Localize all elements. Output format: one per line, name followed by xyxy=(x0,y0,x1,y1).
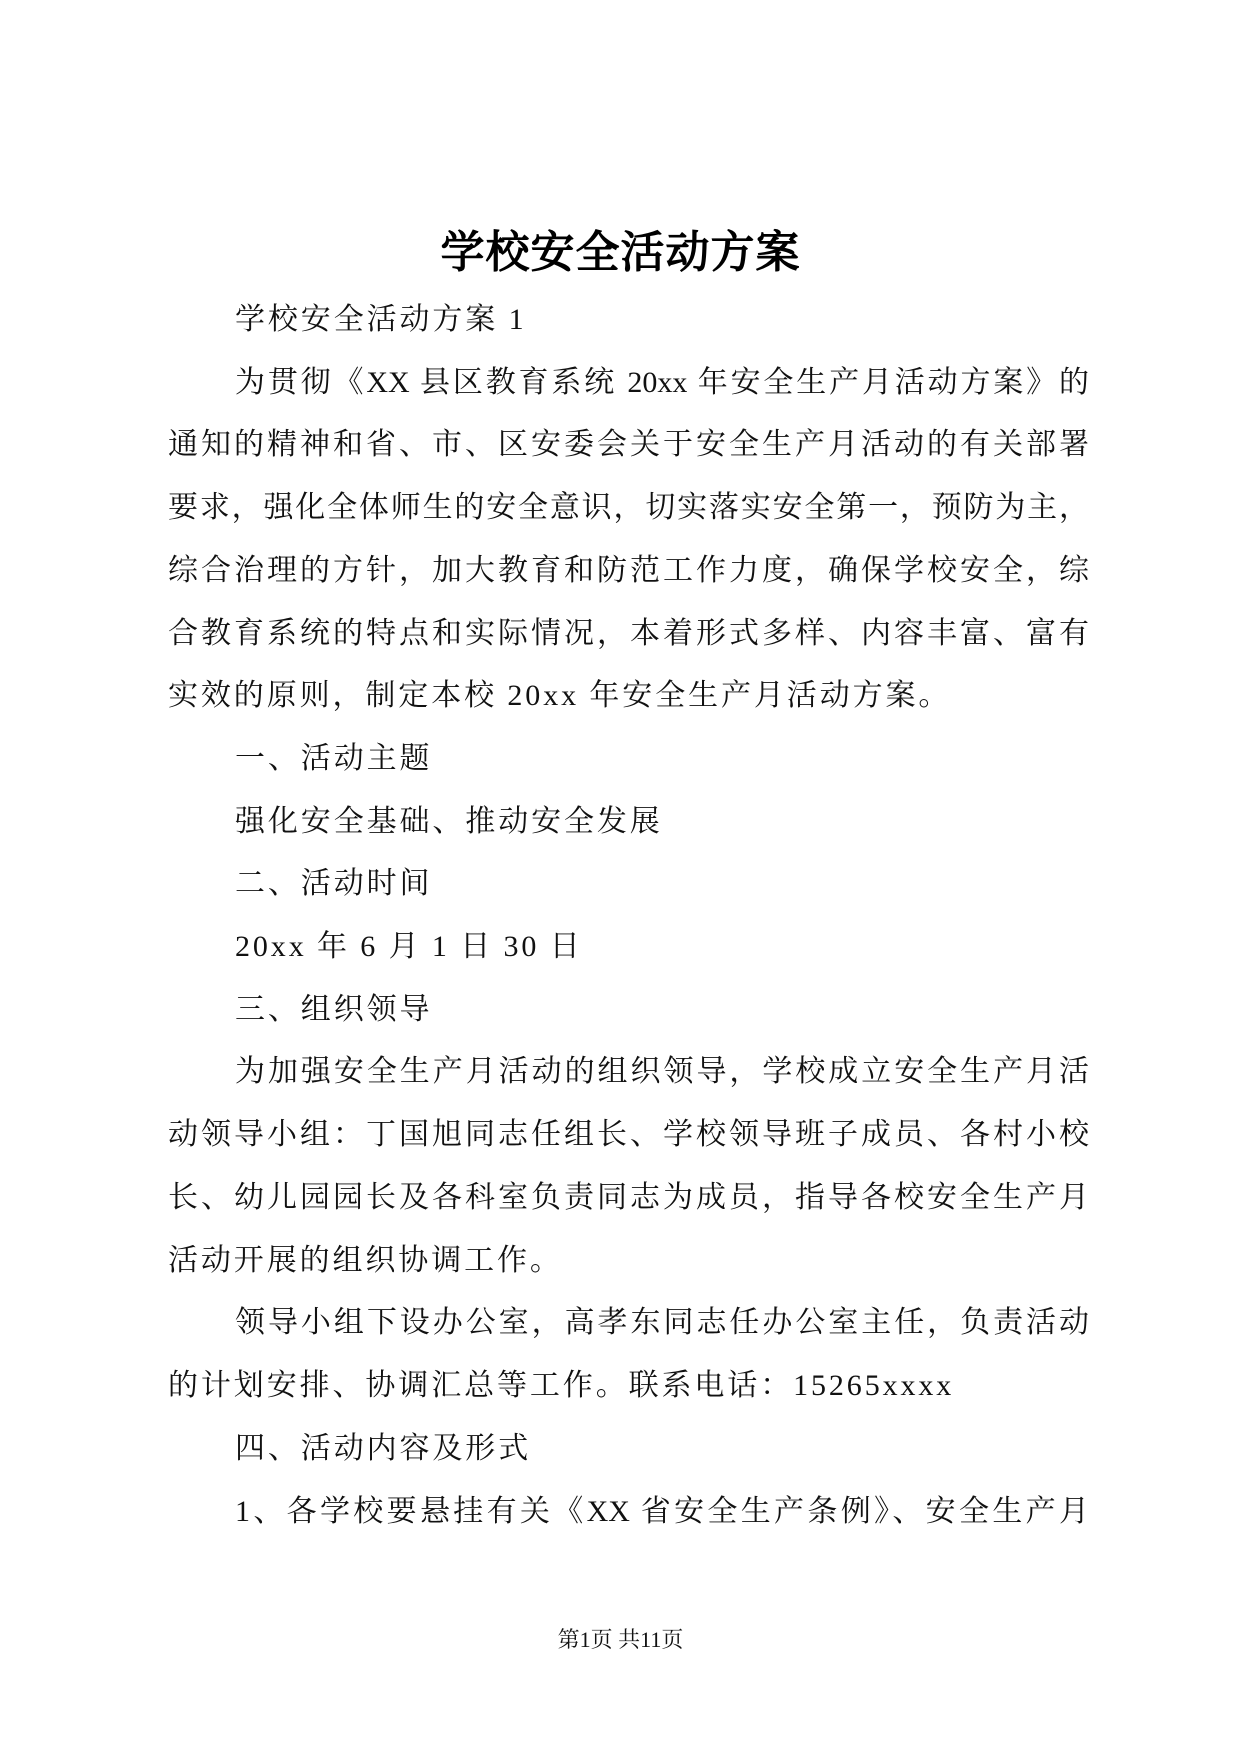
paragraph-line: 为贯彻《XX 县区教育系统 20xx 年安全生产月活动方案》的 xyxy=(235,366,1089,399)
document-title: 学校安全活动方案 xyxy=(440,227,801,278)
paragraph-line: 活动开展的组织协调工作。 xyxy=(168,1244,563,1277)
section-heading: 三、组织领导 xyxy=(235,993,433,1026)
paragraph-line: 长、幼儿园园长及各科室负责同志为成员，指导各校安全生产月 xyxy=(168,1181,1089,1214)
paragraph-line: 动领导小组：丁国旭同志任组长、学校领导班子成员、各村小校 xyxy=(168,1118,1089,1151)
paragraph-line: 要求，强化全体师生的安全意识，切实落实安全第一，预防为主， xyxy=(168,491,1089,524)
paragraph-line: 领导小组下设办公室，高孝东同志任办公室主任，负责活动 xyxy=(235,1306,1089,1339)
page-number: 第1页 共11页 xyxy=(557,1627,684,1652)
section-heading: 一、活动主题 xyxy=(235,742,433,775)
paragraph-line: 合教育系统的特点和实际情况，本着形式多样、内容丰富、富有 xyxy=(168,617,1089,650)
paragraph-line: 20xx 年 6 月 1 日 30 日 xyxy=(235,930,583,963)
section-heading: 四、活动内容及形式 xyxy=(235,1432,532,1465)
paragraph-line: 为加强安全生产月活动的组织领导，学校成立安全生产月活 xyxy=(235,1055,1089,1088)
section-heading: 二、活动时间 xyxy=(235,867,433,900)
paragraph-line: 综合治理的方针，加大教育和防范工作力度，确保学校安全，综 xyxy=(168,554,1089,587)
paragraph-line: 1、各学校要悬挂有关《XX 省安全生产条例》、安全生产月 xyxy=(235,1495,1089,1528)
paragraph-line: 强化安全基础、推动安全发展 xyxy=(235,805,663,838)
section-heading: 学校安全活动方案 1 xyxy=(235,303,527,336)
paragraph-line: 通知的精神和省、市、区安委会关于安全生产月活动的有关部署 xyxy=(168,428,1089,461)
paragraph-line: 实效的原则，制定本校 20xx 年安全生产月活动方案。 xyxy=(168,679,952,712)
paragraph-line: 的计划安排、协调汇总等工作。联系电话：15265xxxx xyxy=(168,1369,955,1402)
